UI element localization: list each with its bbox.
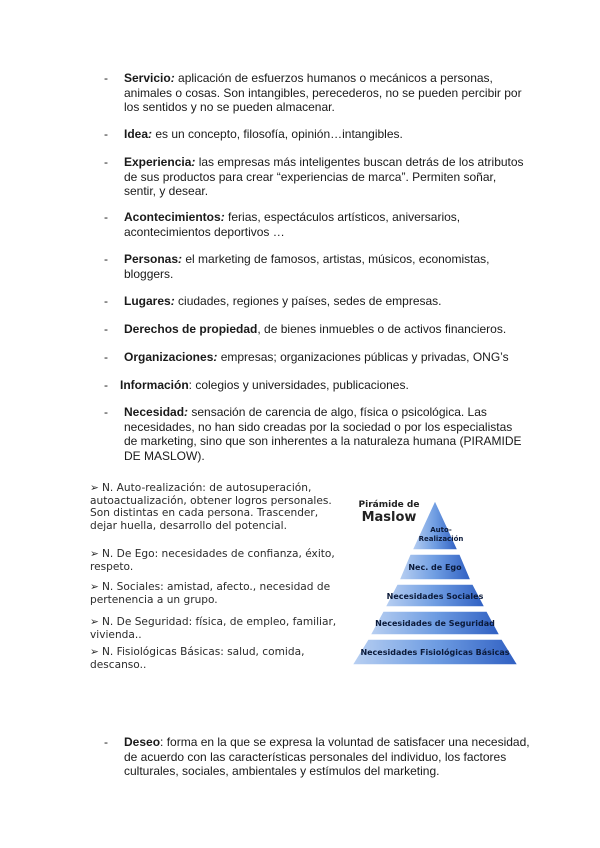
definition: empresas; organizaciones públicas y privadas, ONG’s — [217, 350, 509, 364]
term-colon: : — [191, 155, 196, 169]
term: Experiencia — [124, 155, 192, 169]
bullet-dash: - — [104, 735, 108, 749]
list-item-idea — [104, 127, 524, 142]
term-colon: : — [148, 127, 153, 141]
list-item-servicio — [104, 71, 524, 115]
level-sociales — [90, 581, 345, 606]
term: Organizaciones — [124, 350, 214, 364]
level-auto-realizacion — [90, 482, 345, 532]
definition: el marketing de famosos, artistas, músicos, economistas, bloggers. — [124, 252, 490, 281]
list-item-organizaciones — [104, 350, 524, 365]
definition: es un concepto, filosofía, opinión…intangibles. — [152, 127, 403, 141]
term: Servicio — [124, 71, 171, 85]
term: Acontecimientos — [124, 210, 221, 224]
term-colon: : — [213, 350, 218, 364]
list-item-acontecimientos — [104, 210, 524, 239]
definition: , de bienes inmuebles o de activos financieros. — [257, 322, 507, 336]
level-seguridad — [90, 616, 345, 641]
bullet-dash: - — [104, 71, 108, 85]
list-item-personas — [104, 252, 524, 281]
pyramid-title-big: Maslow — [361, 510, 417, 525]
bullet-dash: - — [104, 405, 108, 419]
term: Derechos de propiedad — [124, 322, 258, 336]
term-colon: : — [170, 294, 175, 308]
tier-2-label: Nec. de Ego — [408, 563, 462, 572]
term: Personas — [124, 252, 179, 266]
tier-1-label-line2: Realización — [418, 535, 464, 543]
bullet-dash: - — [104, 378, 108, 392]
definition: ferias, espectáculos artísticos, aniversarios, acontecimientos deportivos … — [124, 210, 461, 239]
tier-5-label: Necesidades Fisiológicas Básicas — [360, 648, 510, 657]
term: Lugares — [124, 294, 171, 308]
list-item-necesidad — [104, 405, 524, 463]
bullet-dash: - — [104, 294, 108, 308]
level-text: N. Sociales: amistad, afecto., necesidad de pertenencia a un grupo. — [90, 581, 331, 606]
bullet-dash: - — [104, 210, 108, 224]
term-colon: : — [184, 405, 189, 419]
bullet-dash: - — [104, 155, 108, 169]
tier-4-label: Necesidades de Seguridad — [375, 619, 495, 628]
definition: : colegios y universidades, publicaciones. — [188, 378, 409, 392]
list-item-lugares — [104, 294, 524, 309]
term: Idea — [124, 127, 149, 141]
term: Deseo — [124, 735, 161, 749]
tier-1-label-line1: Auto- — [430, 526, 452, 534]
bullet-dash: - — [104, 322, 108, 336]
definition: : forma en la que se expresa la voluntad de satisfacer una necesidad, de acuerdo con las características personales del individuo, los factores culturales, sociales, ambientales y estímulos del marketing. — [124, 735, 530, 778]
maslow-pyramid — [340, 495, 530, 670]
bullet-dash: - — [104, 350, 108, 364]
list-item-derechos — [104, 322, 524, 337]
list-item-experiencia — [104, 155, 524, 199]
tier-3-label: Necesidades Sociales — [386, 592, 484, 601]
bullet-dash: - — [104, 127, 108, 141]
list-item-deseo — [104, 735, 534, 779]
term: Necesidad — [124, 405, 185, 419]
definition: sensación de carencia de algo, física o psicológica. Las necesidades, no han sido creadas por la sociedad o por los especialistas de marketing, sino que son inherentes a la naturaleza humana (PIRAMIDE DE MASLOW). — [124, 405, 522, 463]
arrow-bullet-icon: ➢ — [90, 548, 99, 560]
term: Información — [120, 378, 189, 392]
arrow-bullet-icon: ➢ — [90, 482, 99, 494]
arrow-bullet-icon: ➢ — [90, 646, 99, 658]
level-text: N. Fisiológicas Básicas: salud, comida, descanso.. — [90, 646, 305, 671]
level-text: N. De Ego: necesidades de confianza, éxito, respeto. — [90, 548, 335, 573]
term-colon: : — [170, 71, 175, 85]
arrow-bullet-icon: ➢ — [90, 616, 99, 628]
definition: las empresas más inteligentes buscan detrás de los atributos de sus productos para crear “experiencias de marca”. Permiten soñar, sentir, y desear. — [124, 155, 524, 198]
pyramid-title-small: Pirámide de — [358, 500, 420, 510]
term-colon: : — [220, 210, 225, 224]
level-fisiologicas — [90, 646, 345, 671]
definition: ciudades, regiones y países, sedes de empresas. — [174, 294, 442, 308]
arrow-bullet-icon: ➢ — [90, 581, 99, 593]
list-item-informacion — [104, 378, 524, 393]
level-ego — [90, 548, 345, 573]
term-colon: : — [178, 252, 183, 266]
definition: aplicación de esfuerzos humanos o mecánicos a personas, animales o cosas. Son intangibles, perecederos, no se pueden percibir por los sentidos y no se pueden almacenar. — [124, 71, 522, 114]
level-text: N. Auto-realización: de autosuperación, autoactualización, obtener logros personales. Son distintas en cada persona. Trascender, dejar huella, desarrollo del potencial. — [90, 482, 332, 532]
level-text: N. De Seguridad: física, de empleo, familiar, vivienda.. — [90, 616, 337, 641]
bullet-dash: - — [104, 252, 108, 266]
